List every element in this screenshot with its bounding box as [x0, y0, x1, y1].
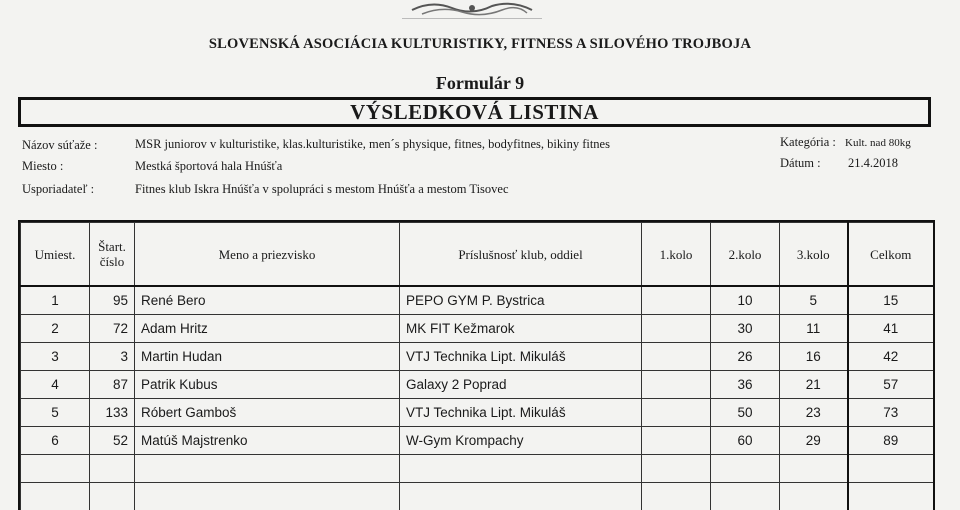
cell-club: PEPO GYM P. Bystrica: [400, 286, 642, 315]
table-row: [21, 343, 934, 371]
cell-name: Martin Hudan: [135, 343, 400, 371]
header-place: Umiest.: [21, 223, 90, 287]
cell-round2: 10: [711, 286, 780, 315]
document-title: VÝSLEDKOVÁ LISTINA: [18, 97, 931, 127]
competition-value: MSR juniorov v kulturistike, klas.kulturistike, men´s physique, fitnes, bodyfitnes, bikiny fitnes: [135, 137, 610, 152]
cell-round2: 26: [711, 343, 780, 371]
cell-round3: [780, 483, 848, 510]
cell-place: [21, 455, 90, 483]
category-label: Kategória :: [780, 135, 836, 150]
cell-name: Matúš Majstrenko: [135, 427, 400, 455]
cell-total: [848, 455, 934, 483]
association-logo: [402, 0, 542, 19]
cell-round1: [642, 343, 711, 371]
table-row: [21, 371, 934, 399]
header-start-line1: Štart.: [98, 239, 126, 254]
cell-round2: 50: [711, 399, 780, 427]
date-value: 21.4.2018: [848, 156, 898, 171]
cell-place: 6: [21, 427, 90, 455]
competition-label: Názov súťaže :: [22, 138, 97, 153]
cell-start-number: 87: [90, 371, 135, 399]
place-value: Mestká športová hala Hnúšťa: [135, 159, 282, 174]
cell-total: 41: [848, 315, 934, 343]
header-round2: 2.kolo: [711, 223, 780, 287]
cell-name: Adam Hritz: [135, 315, 400, 343]
cell-round1: [642, 315, 711, 343]
organization-name: SLOVENSKÁ ASOCIÁCIA KULTURISTIKY, FITNESS A SILOVÉHO TROJBOJA: [0, 36, 960, 53]
cell-name: Róbert Gamboš: [135, 399, 400, 427]
table-row: [21, 286, 934, 315]
cell-round2: 60: [711, 427, 780, 455]
cell-round3: 5: [780, 286, 848, 315]
cell-place: 3: [21, 343, 90, 371]
cell-place: 1: [21, 286, 90, 315]
cell-start-number: 133: [90, 399, 135, 427]
cell-total: 89: [848, 427, 934, 455]
place-label: Miesto :: [22, 159, 63, 174]
cell-total: 42: [848, 343, 934, 371]
header-total: Celkom: [848, 223, 934, 287]
cell-name: René Bero: [135, 286, 400, 315]
cell-round3: [780, 455, 848, 483]
logo-emblem-icon: [402, 0, 542, 18]
cell-round3: 11: [780, 315, 848, 343]
cell-name: Patrik Kubus: [135, 371, 400, 399]
cell-round2: 30: [711, 315, 780, 343]
table-row: [21, 315, 934, 343]
category-value: Kult. nad 80kg: [845, 137, 911, 149]
header-start-number: [90, 223, 135, 287]
form-number: Formulár 9: [0, 73, 960, 94]
cell-round3: 29: [780, 427, 848, 455]
cell-place: [21, 483, 90, 510]
cell-club: W-Gym Krompachy: [400, 427, 642, 455]
empty-table-row: [21, 455, 934, 483]
header-round3: 3.kolo: [780, 223, 848, 287]
header-club: Príslušnosť klub, oddiel: [400, 223, 642, 287]
empty-table-row: [21, 483, 934, 510]
date-label: Dátum :: [780, 156, 821, 171]
cell-round1: [642, 427, 711, 455]
cell-club: VTJ Technika Lipt. Mikuláš: [400, 399, 642, 427]
cell-round2: 36: [711, 371, 780, 399]
cell-round2: [711, 455, 780, 483]
cell-club: MK FIT Kežmarok: [400, 315, 642, 343]
cell-place: 4: [21, 371, 90, 399]
cell-round1: [642, 455, 711, 483]
cell-round3: 23: [780, 399, 848, 427]
table-row: [21, 427, 934, 455]
cell-total: 57: [848, 371, 934, 399]
cell-round1: [642, 483, 711, 510]
cell-start-number: 3: [90, 343, 135, 371]
cell-total: [848, 483, 934, 510]
cell-name: [135, 455, 400, 483]
cell-name: [135, 483, 400, 510]
header-name: Meno a priezvisko: [135, 223, 400, 287]
cell-club: [400, 483, 642, 510]
cell-round2: [711, 483, 780, 510]
cell-club: Galaxy 2 Poprad: [400, 371, 642, 399]
results-table: [18, 220, 935, 510]
cell-start-number: [90, 483, 135, 510]
cell-club: [400, 455, 642, 483]
cell-start-number: 95: [90, 286, 135, 315]
cell-start-number: 52: [90, 427, 135, 455]
cell-place: 2: [21, 315, 90, 343]
organizer-label: Usporiadateľ :: [22, 182, 94, 197]
cell-start-number: 72: [90, 315, 135, 343]
cell-round3: 16: [780, 343, 848, 371]
cell-total: 15: [848, 286, 934, 315]
header-start-line2: číslo: [100, 254, 125, 269]
table-row: [21, 399, 934, 427]
cell-round3: 21: [780, 371, 848, 399]
table-header-row: [21, 223, 934, 287]
cell-round1: [642, 399, 711, 427]
cell-round1: [642, 371, 711, 399]
cell-start-number: [90, 455, 135, 483]
organizer-value: Fitnes klub Iskra Hnúšťa v spolupráci s mestom Hnúšťa a mestom Tisovec: [135, 182, 509, 197]
cell-club: VTJ Technika Lipt. Mikuláš: [400, 343, 642, 371]
cell-total: 73: [848, 399, 934, 427]
cell-round1: [642, 286, 711, 315]
header-round1: 1.kolo: [642, 223, 711, 287]
cell-place: 5: [21, 399, 90, 427]
